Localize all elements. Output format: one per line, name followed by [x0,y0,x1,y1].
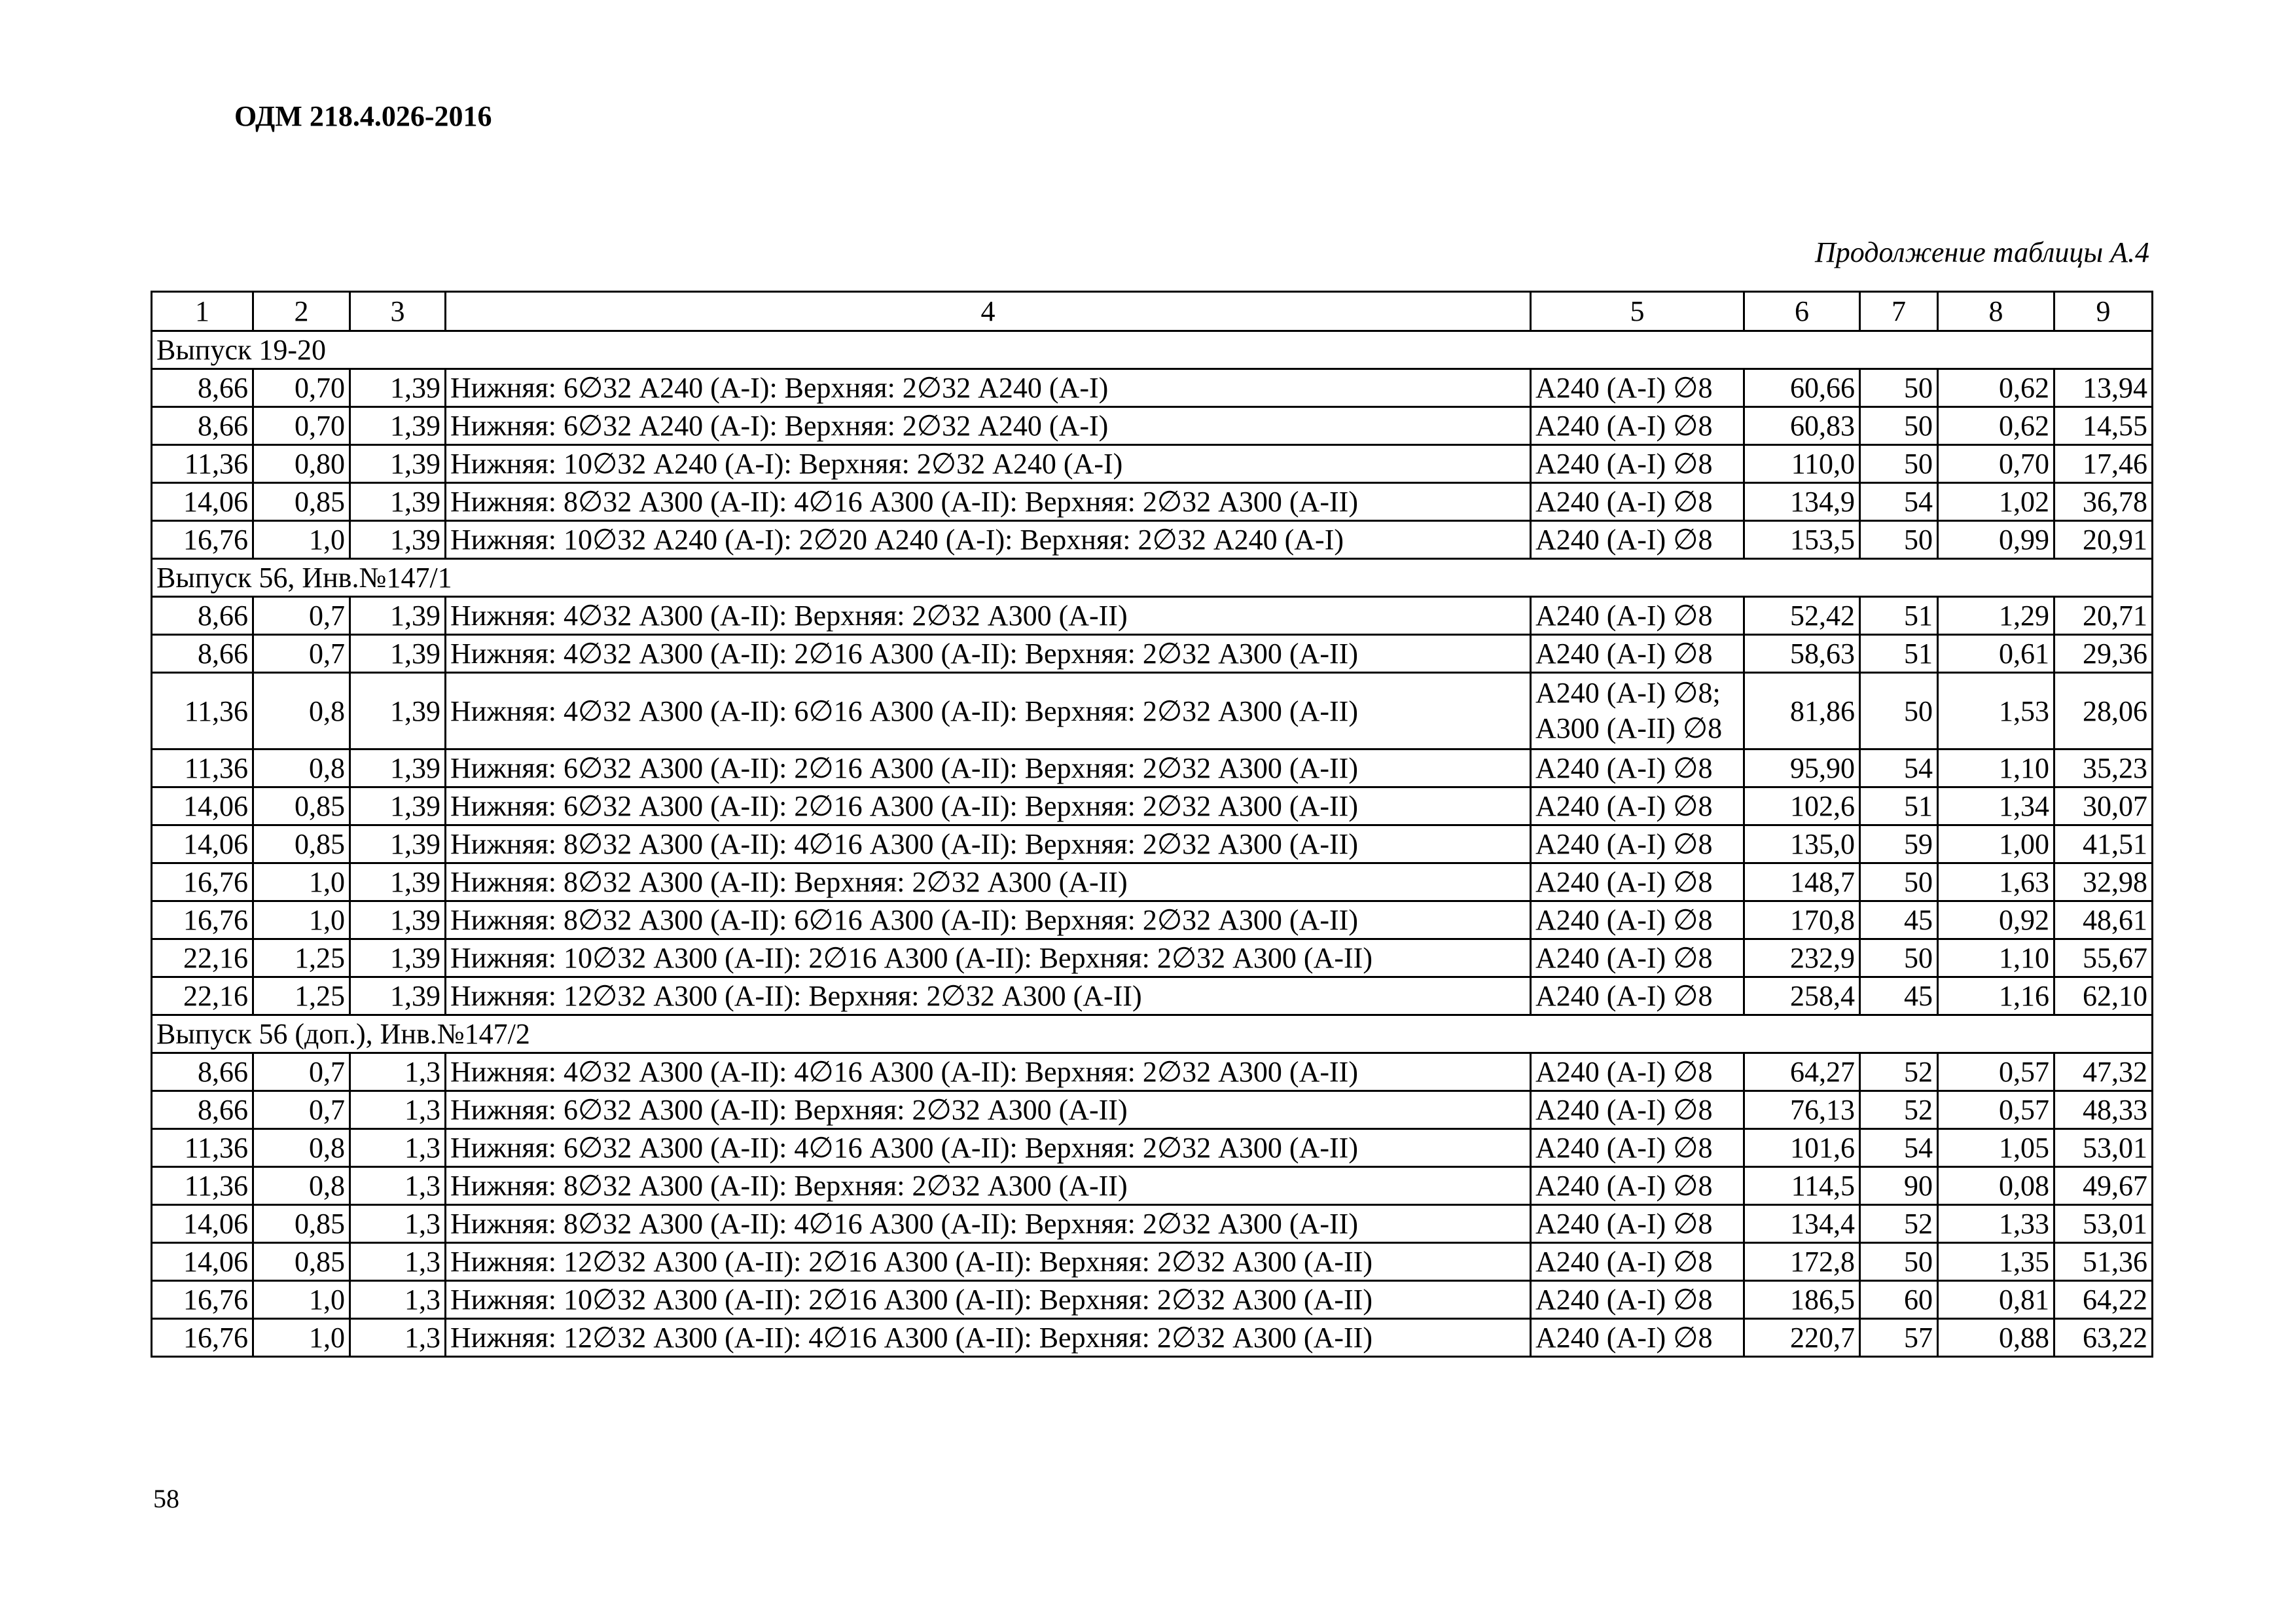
cell-c2: 0,7 [253,635,350,673]
cell-c5 [1531,445,1744,483]
cell-c4: Нижняя: 4∅32 А300 (А-II): Верхняя: 2∅32 А300 (А-II) [446,597,1531,635]
cell-c2: 1,0 [253,521,350,559]
cell-c8: 0,81 [1938,1281,2054,1319]
cell-c1: 11,36 [152,1129,253,1167]
cell-line: А240 (А-I) ∅8 [1535,600,1713,632]
cell-c6: 172,8 [1744,1243,1860,1281]
cell-c3: 1,3 [350,1243,446,1281]
cell-c8: 0,57 [1938,1091,2054,1129]
cell-c9: 28,06 [2054,673,2153,749]
cell-c2: 1,0 [253,1281,350,1319]
cell-c8: 1,10 [1938,749,2054,787]
cell-c5 [1531,1319,1744,1357]
cell-c3: 1,39 [350,863,446,901]
cell-c8: 1,33 [1938,1205,2054,1243]
cell-c9: 17,46 [2054,445,2153,483]
cell-c9: 36,78 [2054,483,2153,521]
cell-c1: 8,66 [152,597,253,635]
cell-c3: 1,39 [350,521,446,559]
cell-c6: 170,8 [1744,901,1860,939]
cell-c1: 22,16 [152,977,253,1015]
cell-c2: 1,25 [253,939,350,977]
cell-c8: 1,34 [1938,787,2054,825]
cell-c9: 29,36 [2054,635,2153,673]
cell-c4: Нижняя: 6∅32 А240 (А-I): Верхняя: 2∅32 А240 (А-I) [446,369,1531,407]
column-header: 6 [1744,292,1860,331]
cell-c5 [1531,1129,1744,1167]
table-row [152,939,2153,977]
cell-c7: 50 [1860,1243,1938,1281]
cell-c2: 0,8 [253,1167,350,1205]
column-header: 2 [253,292,350,331]
cell-c5 [1531,1243,1744,1281]
cell-c3: 1,3 [350,1319,446,1357]
cell-c5 [1531,635,1744,673]
page-number: 58 [153,1484,179,1513]
cell-c5 [1531,1091,1744,1129]
cell-c7: 51 [1860,635,1938,673]
cell-c4: Нижняя: 6∅32 А300 (А-II): 4∅16 А300 (А-II): Верхняя: 2∅32 А300 (А-II) [446,1129,1531,1167]
cell-c8: 1,10 [1938,939,2054,977]
cell-c2: 0,8 [253,1129,350,1167]
section-title: Выпуск 56 (доп.), Инв.№147/2 [152,1015,2153,1053]
cell-c8: 1,29 [1938,597,2054,635]
cell-c9: 48,61 [2054,901,2153,939]
cell-c7: 50 [1860,863,1938,901]
table-row [152,749,2153,787]
cell-c6: 153,5 [1744,521,1860,559]
cell-c7: 45 [1860,977,1938,1015]
cell-c1: 16,76 [152,521,253,559]
cell-c2: 0,85 [253,787,350,825]
cell-c6: 232,9 [1744,939,1860,977]
cell-c2: 0,85 [253,825,350,863]
table-row [152,407,2153,445]
cell-c3: 1,39 [350,673,446,749]
cell-line: А240 (А-I) ∅8 [1535,1132,1713,1164]
column-header: 3 [350,292,446,331]
cell-c2: 0,70 [253,369,350,407]
cell-c9: 41,51 [2054,825,2153,863]
cell-c4: Нижняя: 12∅32 А300 (А-II): 4∅16 А300 (А-II): Верхняя: 2∅32 А300 (А-II) [446,1319,1531,1357]
cell-c6: 258,4 [1744,977,1860,1015]
cell-c1: 16,76 [152,901,253,939]
cell-c2: 0,8 [253,673,350,749]
cell-c3: 1,39 [350,597,446,635]
cell-c4: Нижняя: 12∅32 А300 (А-II): Верхняя: 2∅32 А300 (А-II) [446,977,1531,1015]
cell-c7: 59 [1860,825,1938,863]
cell-c5 [1531,1205,1744,1243]
cell-c8: 0,57 [1938,1053,2054,1091]
cell-c5 [1531,939,1744,977]
cell-c3: 1,39 [350,407,446,445]
cell-c1: 16,76 [152,1281,253,1319]
cell-c1: 22,16 [152,939,253,977]
cell-line: А240 (А-I) ∅8 [1535,790,1713,822]
cell-c6: 186,5 [1744,1281,1860,1319]
cell-c3: 1,39 [350,483,446,521]
cell-c6: 58,63 [1744,635,1860,673]
cell-c6: 148,7 [1744,863,1860,901]
cell-c3: 1,39 [350,749,446,787]
cell-c6: 76,13 [1744,1091,1860,1129]
cell-line: А240 (А-I) ∅8 [1535,1246,1713,1278]
cell-c7: 60 [1860,1281,1938,1319]
cell-c5 [1531,749,1744,787]
cell-c9: 62,10 [2054,977,2153,1015]
section-title: Выпуск 56, Инв.№147/1 [152,559,2153,597]
column-header: 5 [1531,292,1744,331]
cell-c1: 14,06 [152,825,253,863]
cell-c5 [1531,825,1744,863]
cell-c8: 0,70 [1938,445,2054,483]
cell-c9: 30,07 [2054,787,2153,825]
cell-c2: 0,7 [253,1053,350,1091]
cell-line: А300 (А-II) ∅8 [1535,712,1723,744]
cell-c4: Нижняя: 8∅32 А300 (А-II): 4∅16 А300 (А-II): Верхняя: 2∅32 А300 (А-II) [446,825,1531,863]
table-row [152,483,2153,521]
cell-c7: 52 [1860,1205,1938,1243]
cell-c2: 1,25 [253,977,350,1015]
cell-c2: 0,7 [253,597,350,635]
cell-c9: 53,01 [2054,1205,2153,1243]
cell-c8: 0,61 [1938,635,2054,673]
cell-c4: Нижняя: 8∅32 А300 (А-II): Верхняя: 2∅32 А300 (А-II) [446,1167,1531,1205]
cell-c6: 134,9 [1744,483,1860,521]
cell-c3: 1,39 [350,825,446,863]
cell-c2: 0,80 [253,445,350,483]
cell-c4: Нижняя: 4∅32 А300 (А-II): 4∅16 А300 (А-II): Верхняя: 2∅32 А300 (А-II) [446,1053,1531,1091]
cell-c9: 55,67 [2054,939,2153,977]
cell-c4: Нижняя: 6∅32 А300 (А-II): 2∅16 А300 (А-II): Верхняя: 2∅32 А300 (А-II) [446,787,1531,825]
cell-c2: 0,7 [253,1091,350,1129]
cell-line: А240 (А-I) ∅8 [1535,980,1713,1012]
cell-c1: 14,06 [152,483,253,521]
cell-c5 [1531,787,1744,825]
table-body [152,292,2153,1357]
table-row [152,1281,2153,1319]
table-caption: Продолжение таблицы А.4 [1815,236,2149,268]
cell-c4: Нижняя: 4∅32 А300 (А-II): 2∅16 А300 (А-II): Верхняя: 2∅32 А300 (А-II) [446,635,1531,673]
cell-c4: Нижняя: 8∅32 А300 (А-II): Верхняя: 2∅32 А300 (А-II) [446,863,1531,901]
cell-c4: Нижняя: 6∅32 А300 (А-II): 2∅16 А300 (А-II): Верхняя: 2∅32 А300 (А-II) [446,749,1531,787]
cell-c9: 20,71 [2054,597,2153,635]
table-row [152,521,2153,559]
cell-c2: 0,70 [253,407,350,445]
cell-c5 [1531,901,1744,939]
cell-c3: 1,3 [350,1167,446,1205]
cell-c8: 0,92 [1938,901,2054,939]
cell-c8: 1,63 [1938,863,2054,901]
cell-c6: 102,6 [1744,787,1860,825]
table-row [152,635,2153,673]
cell-c1: 8,66 [152,407,253,445]
cell-line: А240 (А-I) ∅8 [1535,410,1713,442]
cell-c8: 1,02 [1938,483,2054,521]
cell-c4: Нижняя: 6∅32 А240 (А-I): Верхняя: 2∅32 А240 (А-I) [446,407,1531,445]
cell-c7: 50 [1860,369,1938,407]
cell-line: А240 (А-I) ∅8 [1535,1208,1713,1240]
column-header: 4 [446,292,1531,331]
cell-c4: Нижняя: 10∅32 А240 (А-I): 2∅20 А240 (А-I): Верхняя: 2∅32 А240 (А-I) [446,521,1531,559]
cell-c5 [1531,1167,1744,1205]
table-row [152,445,2153,483]
cell-c6: 134,4 [1744,1205,1860,1243]
cell-c6: 114,5 [1744,1167,1860,1205]
cell-line: А240 (А-I) ∅8; [1535,677,1721,709]
cell-c3: 1,3 [350,1205,446,1243]
cell-c8: 1,16 [1938,977,2054,1015]
cell-c8: 0,08 [1938,1167,2054,1205]
section-title: Выпуск 19-20 [152,331,2153,369]
cell-c5 [1531,597,1744,635]
cell-c1: 14,06 [152,787,253,825]
cell-c6: 220,7 [1744,1319,1860,1357]
cell-c2: 0,85 [253,483,350,521]
data-table [151,291,2153,1358]
cell-c2: 1,0 [253,863,350,901]
cell-c4: Нижняя: 10∅32 А240 (А-I): Верхняя: 2∅32 А240 (А-I) [446,445,1531,483]
cell-c3: 1,3 [350,1129,446,1167]
cell-c6: 81,86 [1744,673,1860,749]
cell-c7: 51 [1860,597,1938,635]
column-header: 1 [152,292,253,331]
cell-c5 [1531,521,1744,559]
cell-c7: 50 [1860,673,1938,749]
column-header: 8 [1938,292,2054,331]
table-row [152,825,2153,863]
cell-c2: 0,85 [253,1243,350,1281]
section-row [152,331,2153,369]
cell-c1: 8,66 [152,635,253,673]
table-row [152,1091,2153,1129]
cell-c8: 1,35 [1938,1243,2054,1281]
cell-c9: 63,22 [2054,1319,2153,1357]
cell-c1: 11,36 [152,445,253,483]
cell-c9: 13,94 [2054,369,2153,407]
cell-c1: 8,66 [152,1053,253,1091]
cell-c5 [1531,1053,1744,1091]
cell-c8: 0,88 [1938,1319,2054,1357]
cell-c6: 64,27 [1744,1053,1860,1091]
cell-c4: Нижняя: 8∅32 А300 (А-II): 6∅16 А300 (А-II): Верхняя: 2∅32 А300 (А-II) [446,901,1531,939]
table-row [152,1243,2153,1281]
table-row [152,863,2153,901]
cell-c9: 32,98 [2054,863,2153,901]
cell-c4: Нижняя: 8∅32 А300 (А-II): 4∅16 А300 (А-II): Верхняя: 2∅32 А300 (А-II) [446,483,1531,521]
cell-line: А240 (А-I) ∅8 [1535,904,1713,936]
cell-c1: 8,66 [152,369,253,407]
cell-c3: 1,39 [350,635,446,673]
cell-line: А240 (А-I) ∅8 [1535,866,1713,898]
cell-line: А240 (А-I) ∅8 [1535,1094,1713,1126]
document-code: ОДМ 218.4.026-2016 [234,100,492,132]
table-row [152,673,2153,749]
cell-c6: 135,0 [1744,825,1860,863]
cell-line: А240 (А-I) ∅8 [1535,752,1713,784]
table-row [152,369,2153,407]
cell-c7: 54 [1860,1129,1938,1167]
cell-line: А240 (А-I) ∅8 [1535,1284,1713,1316]
cell-c1: 16,76 [152,1319,253,1357]
cell-line: А240 (А-I) ∅8 [1535,448,1713,480]
cell-c2: 1,0 [253,901,350,939]
cell-c9: 20,91 [2054,521,2153,559]
cell-c5 [1531,369,1744,407]
cell-c2: 0,8 [253,749,350,787]
cell-c3: 1,39 [350,939,446,977]
cell-c9: 47,32 [2054,1053,2153,1091]
cell-c9: 51,36 [2054,1243,2153,1281]
cell-c4: Нижняя: 8∅32 А300 (А-II): 4∅16 А300 (А-II): Верхняя: 2∅32 А300 (А-II) [446,1205,1531,1243]
cell-c5 [1531,977,1744,1015]
cell-line: А240 (А-I) ∅8 [1535,638,1713,670]
cell-c8: 1,00 [1938,825,2054,863]
cell-c4: Нижняя: 6∅32 А300 (А-II): Верхняя: 2∅32 А300 (А-II) [446,1091,1531,1129]
cell-c3: 1,39 [350,445,446,483]
cell-c8: 0,62 [1938,369,2054,407]
table-row [152,1129,2153,1167]
cell-c6: 101,6 [1744,1129,1860,1167]
cell-c3: 1,3 [350,1053,446,1091]
cell-c4: Нижняя: 10∅32 А300 (А-II): 2∅16 А300 (А-II): Верхняя: 2∅32 А300 (А-II) [446,939,1531,977]
cell-line: А240 (А-I) ∅8 [1535,1056,1713,1088]
cell-c3: 1,39 [350,901,446,939]
cell-c7: 50 [1860,939,1938,977]
cell-line: А240 (А-I) ∅8 [1535,828,1713,860]
cell-c4: Нижняя: 4∅32 А300 (А-II): 6∅16 А300 (А-II): Верхняя: 2∅32 А300 (А-II) [446,673,1531,749]
cell-c1: 11,36 [152,749,253,787]
cell-c2: 1,0 [253,1319,350,1357]
cell-c3: 1,39 [350,369,446,407]
table-row [152,597,2153,635]
cell-line: А240 (А-I) ∅8 [1535,524,1713,556]
cell-c2: 0,85 [253,1205,350,1243]
cell-c5 [1531,407,1744,445]
cell-c7: 50 [1860,521,1938,559]
cell-c7: 50 [1860,445,1938,483]
cell-c3: 1,3 [350,1091,446,1129]
cell-c4: Нижняя: 10∅32 А300 (А-II): 2∅16 А300 (А-II): Верхняя: 2∅32 А300 (А-II) [446,1281,1531,1319]
cell-c1: 14,06 [152,1243,253,1281]
table-row [152,787,2153,825]
table-row [152,1205,2153,1243]
cell-c7: 57 [1860,1319,1938,1357]
column-header: 7 [1860,292,1938,331]
cell-c7: 50 [1860,407,1938,445]
cell-c1: 11,36 [152,1167,253,1205]
cell-line: А240 (А-I) ∅8 [1535,942,1713,974]
cell-line: А240 (А-I) ∅8 [1535,372,1713,404]
cell-c4: Нижняя: 12∅32 А300 (А-II): 2∅16 А300 (А-II): Верхняя: 2∅32 А300 (А-II) [446,1243,1531,1281]
cell-c7: 52 [1860,1053,1938,1091]
cell-c9: 48,33 [2054,1091,2153,1129]
cell-c1: 8,66 [152,1091,253,1129]
cell-c3: 1,3 [350,1281,446,1319]
cell-c7: 90 [1860,1167,1938,1205]
cell-c9: 35,23 [2054,749,2153,787]
section-row [152,1015,2153,1053]
cell-c6: 110,0 [1744,445,1860,483]
cell-c8: 0,62 [1938,407,2054,445]
cell-c7: 45 [1860,901,1938,939]
cell-c7: 52 [1860,1091,1938,1129]
table-row [152,1167,2153,1205]
cell-c5 [1531,483,1744,521]
cell-c9: 64,22 [2054,1281,2153,1319]
cell-c9: 53,01 [2054,1129,2153,1167]
cell-c8: 0,99 [1938,521,2054,559]
cell-c1: 14,06 [152,1205,253,1243]
cell-c9: 14,55 [2054,407,2153,445]
cell-c8: 1,05 [1938,1129,2054,1167]
cell-c5 [1531,673,1744,749]
cell-c1: 11,36 [152,673,253,749]
cell-c6: 60,83 [1744,407,1860,445]
cell-c5 [1531,1281,1744,1319]
cell-c8: 1,53 [1938,673,2054,749]
cell-c6: 60,66 [1744,369,1860,407]
cell-c7: 51 [1860,787,1938,825]
cell-line: А240 (А-I) ∅8 [1535,1322,1713,1354]
cell-c7: 54 [1860,483,1938,521]
table-row [152,977,2153,1015]
cell-c9: 49,67 [2054,1167,2153,1205]
section-row [152,559,2153,597]
table-row [152,1053,2153,1091]
table-row [152,901,2153,939]
cell-c6: 52,42 [1744,597,1860,635]
header-row [152,292,2153,331]
cell-c5 [1531,863,1744,901]
column-header: 9 [2054,292,2153,331]
cell-c1: 16,76 [152,863,253,901]
cell-c3: 1,39 [350,977,446,1015]
cell-line: А240 (А-I) ∅8 [1535,486,1713,518]
table-row [152,1319,2153,1357]
cell-c3: 1,39 [350,787,446,825]
cell-c7: 54 [1860,749,1938,787]
cell-c6: 95,90 [1744,749,1860,787]
cell-line: А240 (А-I) ∅8 [1535,1170,1713,1202]
